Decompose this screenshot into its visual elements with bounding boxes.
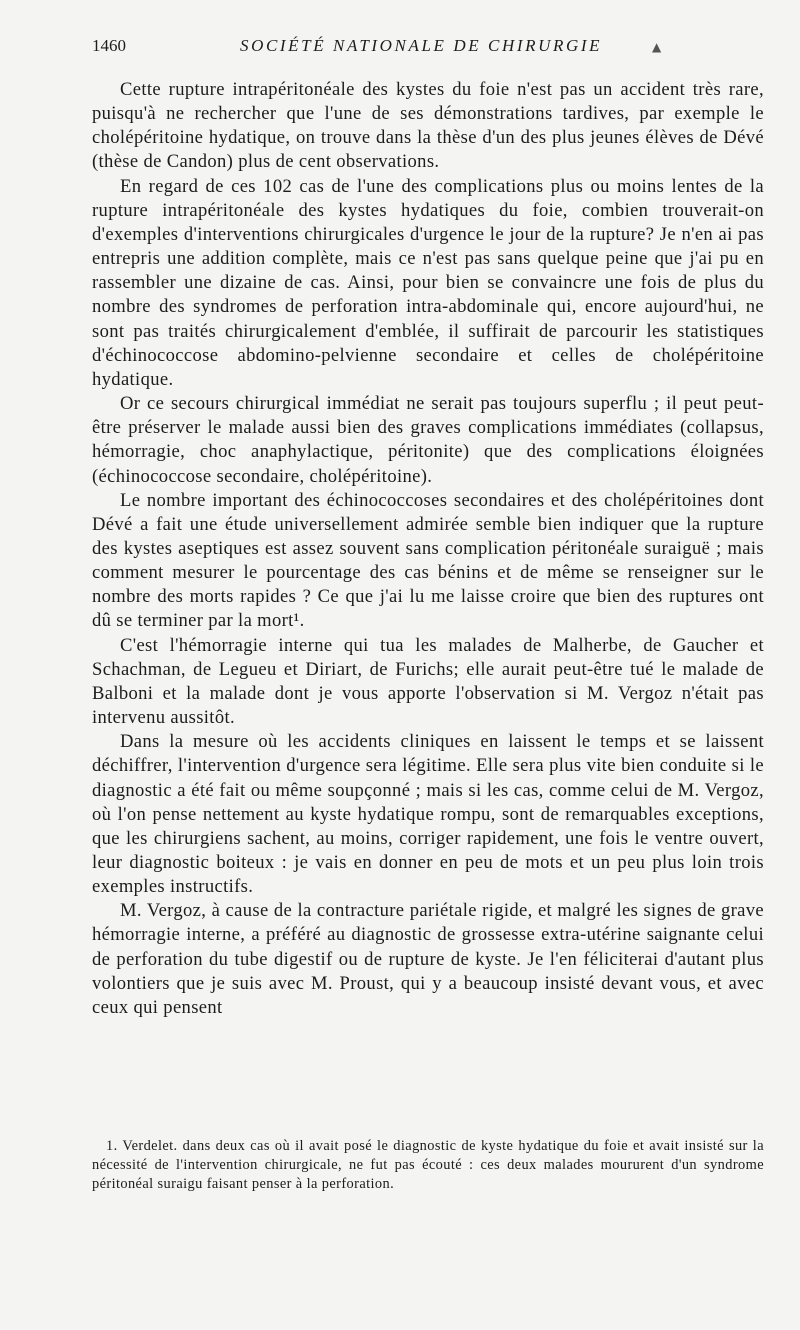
page-header [92, 36, 764, 58]
running-title: SOCIÉTÉ NATIONALE DE CHIRURGIE [240, 36, 603, 55]
page-number: 1460 [92, 36, 126, 55]
paragraph-7: M. Vergoz, à cause de la contracture pariétale rigide, et malgré les signes de grave hémorragie interne, a préféré au diagnostic de grossesse extra-utérine saignante celui de perforation du tube digestif ou de rupture de kyste. Je l'en féliciterai d'autant plus volontiers que je suis avec M. Proust, qui y a beaucoup insisté devant vous, et avec ceux qui pensent [92, 900, 764, 1018]
paragraph-1: Cette rupture intrapéritonéale des kystes du foie n'est pas un accident très rare, puisqu'à ne rechercher que l'une de ses démonstrations tardives, par exemple le cholépéritoine hydatique, on trouve dans la thèse d'un des plus jeunes élèves de Dévé (thèse de Candon) plus de cent observations. [92, 79, 764, 173]
body-text [92, 78, 764, 1020]
paragraph-6: Dans la mesure où les accidents cliniques en laissent le temps et se laissent déchiffrer, l'intervention d'urgence sera légitime. Elle sera plus vite bien conduite si le diagnostic a été fait ou même soupçonné ; mais si les cas, comme celui de M. Vergoz, où l'on pense nettement au kyste hydatique rompu, sont de remarquables exceptions, que les chirurgiens sachent, au moins, corriger rapidement, une fois le ventre ouvert, leur diagnostic boiteux : je vais en donner en peu de mots et un peu plus loin trois exemples instructifs. [92, 731, 764, 898]
printer-mark: ▲ [652, 40, 662, 54]
paragraph-2: En regard de ces 102 cas de l'une des complications plus ou moins lentes de la rupture intrapéritonéale des kystes hydatiques du foie, combien trouverait-on d'exemples d'interventions chirurgicales d'urgence le jour de la rupture? Je n'en ai pas entrepris une addition complète, mais ce n'est pas sans quelque peine que j'ai pu en rassembler une dizaine de cas. Ainsi, pour bien se convaincre une fois de plus du nombre des syndromes de perforation intra-abdominale qui, encore aujourd'hui, ne sont pas traités chirurgicalement d'emblée, il suffirait de parcourir les statistiques d'échinococcose abdomino-pelvienne secondaire et celles de cholépéritoine hydatique. [92, 175, 764, 390]
footnote-block [92, 1137, 764, 1194]
paragraph-4: Le nombre important des échinococcoses secondaires et des cholépéritoines dont Dévé a fait une étude universellement admirée semble bien indiquer que la rupture des kystes aseptiques est assez souvent sans complication péritonéale suraiguë ; mais comment mesurer le pourcentage des cas bénins et de même se renseigner sur le nombre des morts rapides ? Ce que j'ai lu me laisse croire que bien des ruptures ont dû se terminer par la mort¹. [92, 489, 764, 632]
paragraph-5: C'est l'hémorragie interne qui tua les malades de Malherbe, de Gaucher et Schachman, de Legueu et Diriart, de Furichs; elle aurait peut-être tué le malade de Balboni et la malade dont je vous apporte l'observation si M. Vergoz n'était pas intervenu aussitôt. [92, 634, 764, 729]
paragraph-3: Or ce secours chirurgical immédiat ne serait pas toujours superflu ; il peut peut-être préserver le malade aussi bien des graves complications immédiates (collapsus, hémorragie, choc anaphylactique, péritonite) que des complications éloignées (échinococcose secondaire, cholépéritoine). [92, 393, 764, 487]
footnote-1: 1. Verdelet. dans deux cas où il avait posé le diagnostic de kyste hydatique du foie et avait insisté sur la nécessité de l'intervention chirurgicale, ne fut pas écouté : ces deux malades moururent d'un syndrome péritonéal suraigu faisant penser à la perforation. [92, 1138, 764, 1192]
